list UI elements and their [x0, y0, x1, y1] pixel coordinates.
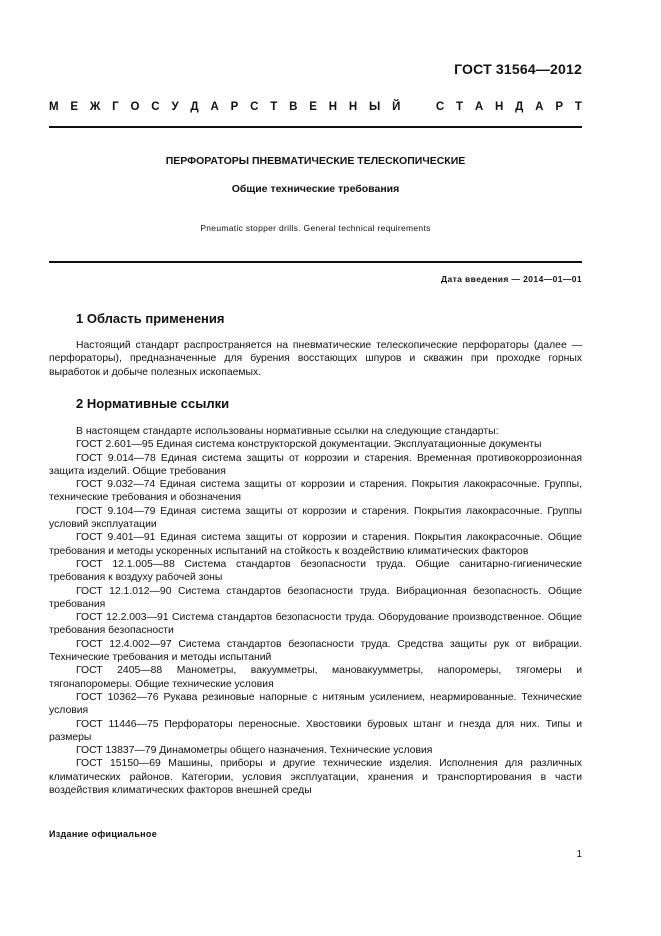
official-edition-label: Издание официальное — [49, 829, 158, 839]
interstate-standard-banner — [49, 101, 582, 113]
banner-letter: Е — [309, 101, 317, 113]
reference-item: ГОСТ 9.104—79 Единая система защиты от коррозии и старения. Покрытия лакокрасочные. Группы условий эксплуатации — [49, 505, 582, 531]
banner-letter: Т — [456, 101, 464, 113]
banner-letter: С — [151, 101, 160, 113]
document-subtitle: Общие технические требования — [231, 183, 400, 195]
banner-letter: Н — [328, 101, 338, 113]
reference-item: ГОСТ 2.601—95 Единая система конструкторской документации. Эксплуатационные документы — [76, 439, 542, 451]
banner-letter: Г — [112, 101, 119, 113]
banner-letter: Е — [70, 101, 79, 113]
banner-letter: Ы — [369, 101, 381, 113]
banner-letter: Н — [495, 101, 504, 113]
document-title: ПЕРФОРАТОРЫ ПНЕВМАТИЧЕСКИЕ ТЕЛЕСКОПИЧЕСКИЕ — [165, 155, 466, 167]
references-intro: В настоящем стандарте использованы нормативные ссылки на следующие стандарты: — [76, 426, 499, 437]
reference-item: ГОСТ 12.1.005—88 Система стандартов безопасности труда. Общие санитарно-гигиенические требования к воздуху рабочей зоны — [49, 558, 582, 584]
banner-letter: О — [130, 101, 140, 113]
reference-item: ГОСТ 9.032—74 Единая система защиты от коррозии и старения. Покрытия лакокрасочные. Группы, технические требования и обозначения — [49, 479, 582, 504]
banner-letter: Т — [270, 101, 278, 113]
banner-letter: Р — [555, 101, 563, 113]
banner-letter: Д — [190, 101, 199, 113]
banner-letter: А — [210, 101, 219, 113]
introduction-date: Дата введения — 2014—01—01 — [441, 274, 582, 284]
reference-item: ГОСТ 13837—79 Динамометры общего назначения. Технические условия — [76, 745, 433, 757]
english-title: Pneumatic stopper drills. General technical requirements — [200, 223, 431, 233]
banner-letter: С — [435, 101, 445, 113]
reference-item: ГОСТ 9.014—78 Единая система защиты от коррозии и старения. Временная противокоррозионная защита изделий. Общие требования — [49, 452, 582, 477]
banner-letter: С — [250, 101, 259, 113]
normative-references — [49, 425, 582, 797]
reference-item: ГОСТ 12.2.003—91 Система стандартов безопасности труда. Оборудование производственное. Общие требования безопасности — [49, 612, 582, 637]
reference-item: ГОСТ 12.4.002—97 Система стандартов безопасности труда. Средства защиты рук от вибрации. Технические требования и методы испытаний — [49, 638, 582, 664]
banner-letter: Т — [574, 101, 582, 113]
section-1-text — [49, 339, 582, 379]
reference-item: ГОСТ 2405—88 Манометры, вакуумметры, мановакуумметры, напоромеры, тягомеры и тягонапоромеры. Общие технические условия — [49, 665, 582, 690]
banner-letter: А — [535, 101, 544, 113]
page-number: 1 — [576, 849, 582, 860]
reference-item: ГОСТ 15150—69 Машины, приборы и другие технические изделия. Исполнения для различных климатических районов. Категории, условия эксплуатации, хранения и транспортирования в части воздействия климатических факторов внешней среды — [49, 758, 582, 797]
document-number: ГОСТ 31564—2012 — [454, 61, 582, 77]
banner-letter: М — [49, 101, 59, 113]
reference-item: ГОСТ 12.1.012—90 Система стандартов безопасности труда. Вибрационная безопасность. Общие требования — [49, 585, 582, 610]
section-1-paragraph: Настоящий стандарт распространяется на пневматические телескопические перфораторы (далее — перфораторы), предназначенные для бурения восстающих шпуров и скважин при проходке горных выработок и добыче полезных ископаемых. — [49, 340, 582, 378]
section-2-heading: 2 Нормативные ссылки — [76, 396, 230, 411]
reference-item: ГОСТ 11446—75 Перфораторы переносные. Хвостовики буровых штанг и гнезда для них. Типы и размеры — [49, 718, 582, 743]
banner-letter: Д — [515, 101, 524, 113]
banner-letter: Й — [392, 101, 401, 113]
reference-item: ГОСТ 10362—76 Рукава резиновые напорные с нитяным усилением, неармированные. Технические условия — [49, 691, 582, 717]
title-rule — [49, 261, 582, 263]
banner-letter: Н — [348, 101, 358, 113]
header-rule — [49, 126, 582, 128]
banner-letter: У — [171, 101, 179, 113]
reference-item: ГОСТ 9.401—91 Единая система защиты от коррозии и старения. Покрытия лакокрасочные. Общие требования и методы ускоренных испытаний на стойкость к воздействию климатических факторов — [49, 532, 582, 557]
banner-letter: Ж — [89, 101, 101, 113]
banner-letter: Р — [230, 101, 239, 113]
banner-letter: В — [289, 101, 298, 113]
section-1-heading: 1 Область применения — [76, 311, 225, 326]
banner-letter: А — [474, 101, 484, 113]
